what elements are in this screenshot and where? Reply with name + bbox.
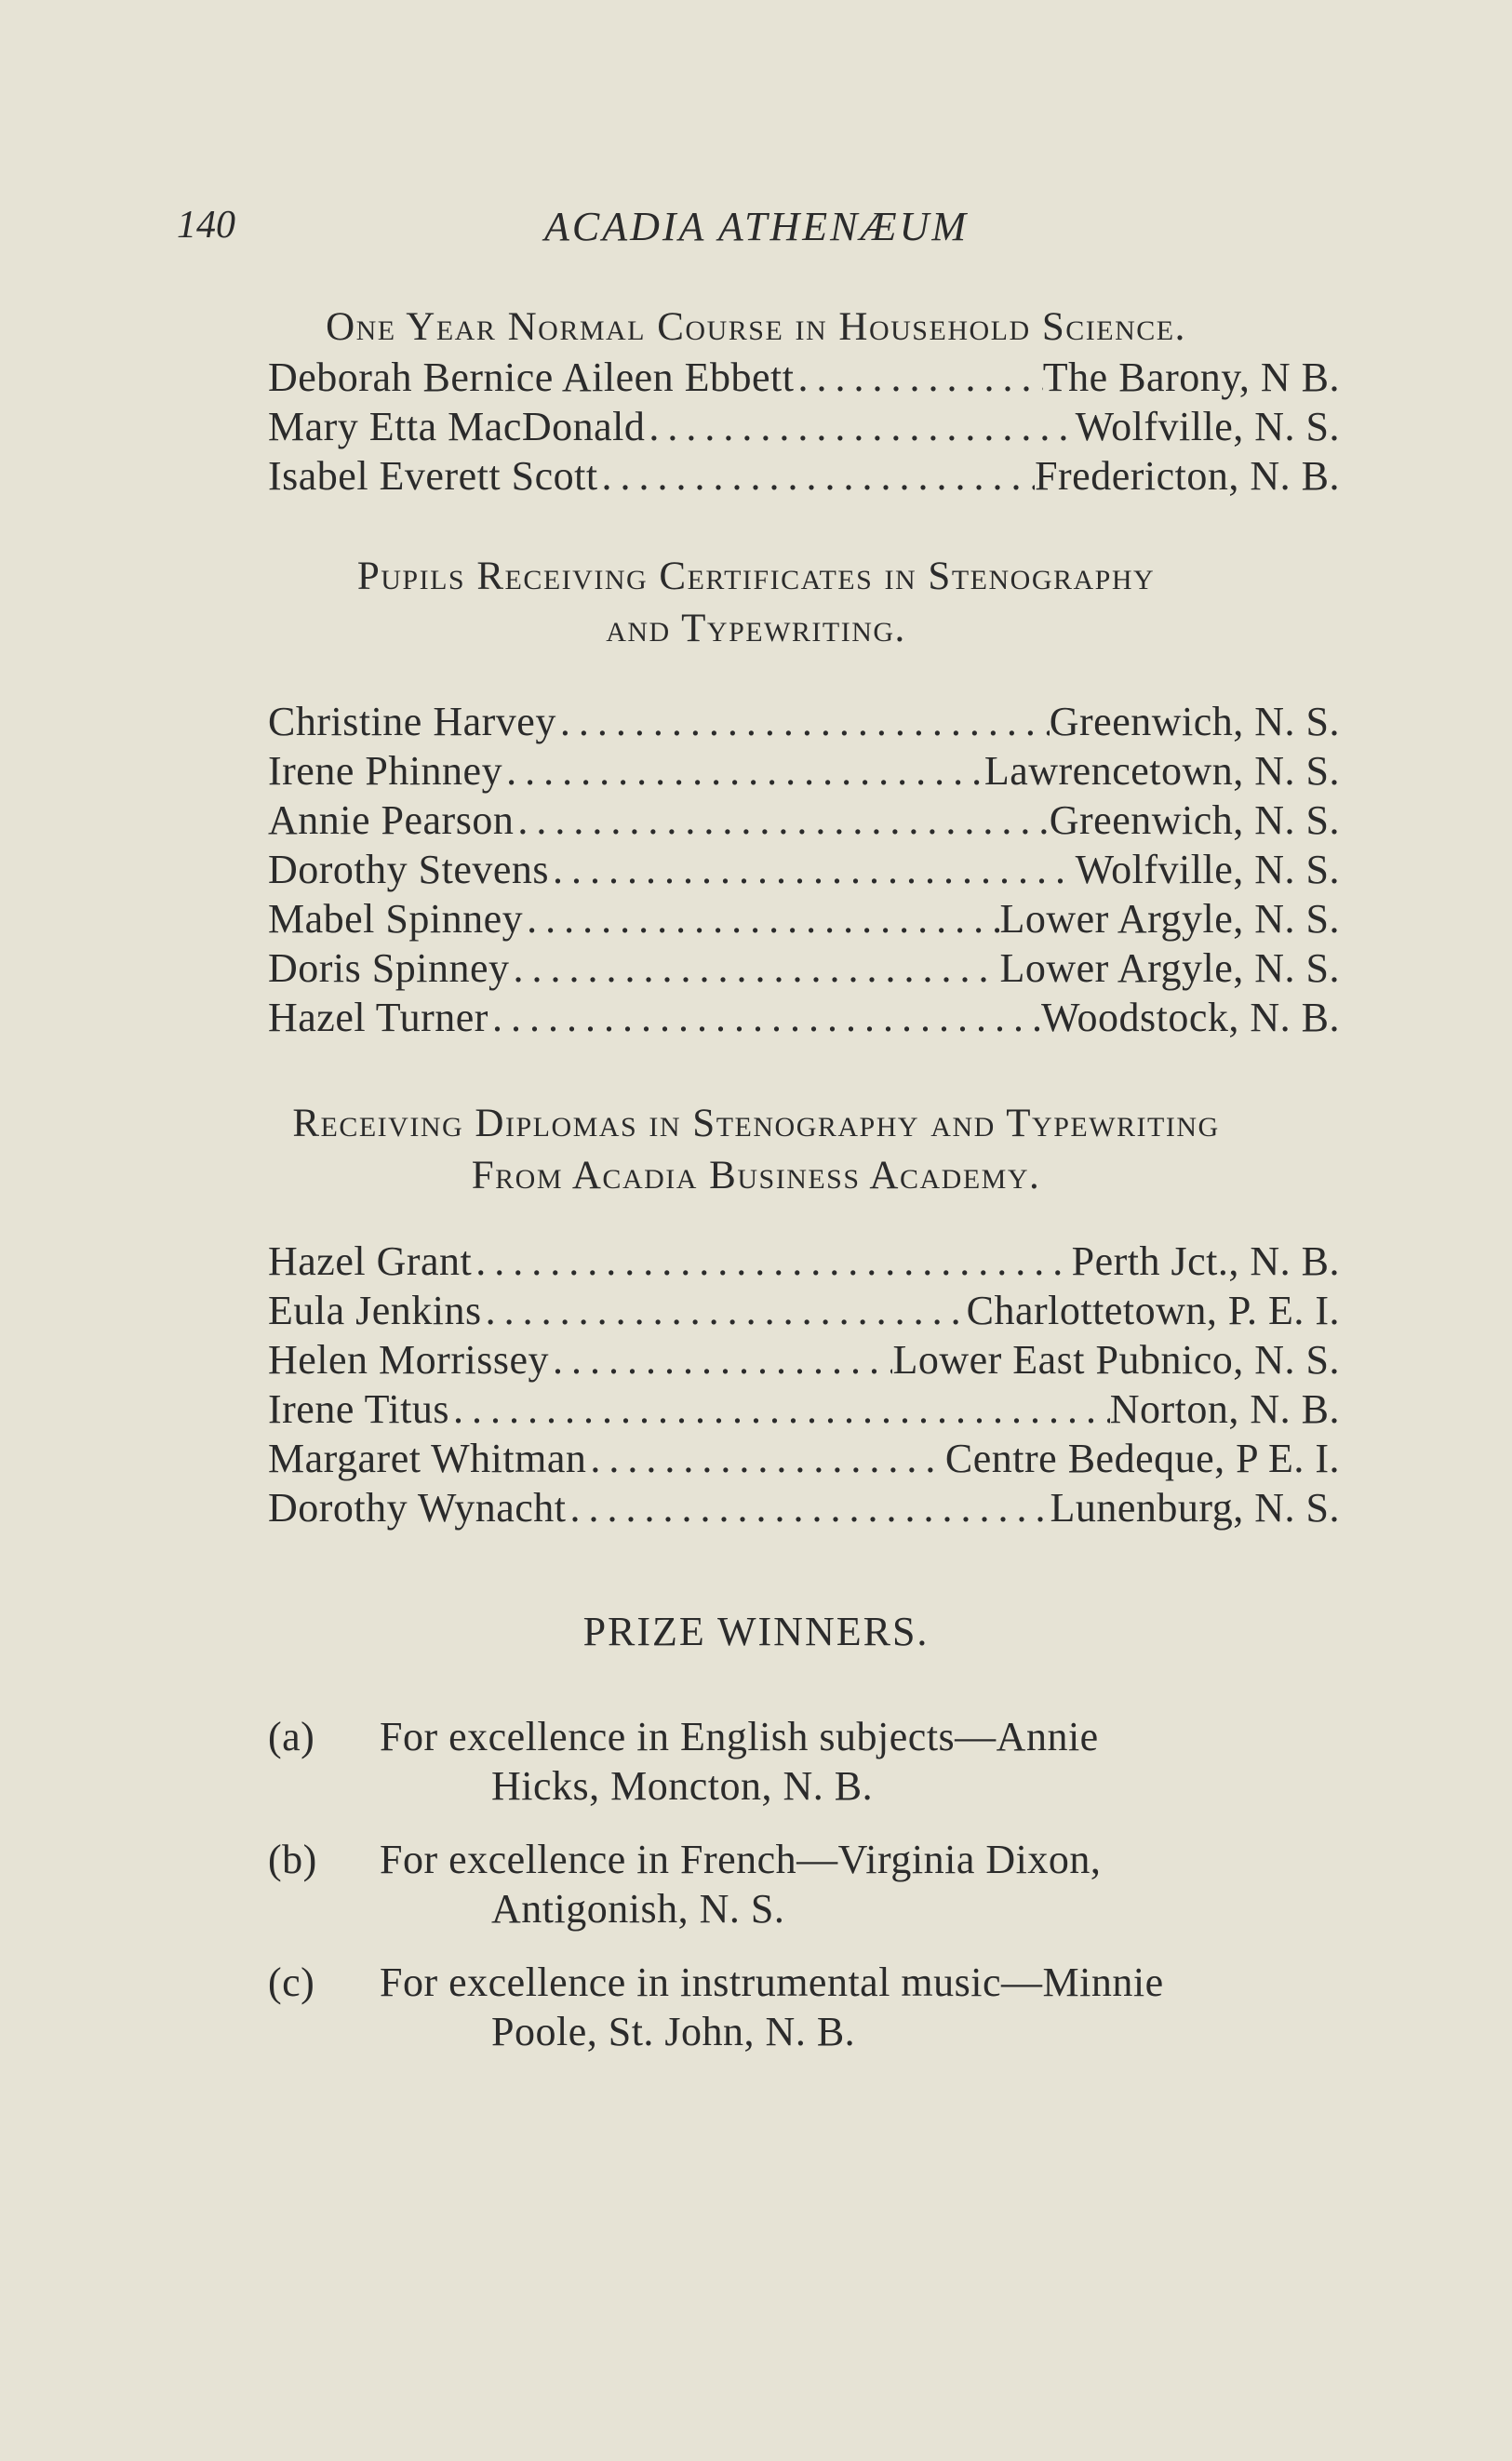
student-name: Dorothy Wynacht bbox=[268, 1485, 567, 1531]
list-item bbox=[268, 994, 1340, 1043]
student-name: Helen Morrissey bbox=[268, 1337, 549, 1383]
student-place: Fredericton, N. B. bbox=[1035, 453, 1340, 499]
prize-label: (a) bbox=[268, 1714, 315, 1759]
page-number: 140 bbox=[177, 204, 235, 247]
prize-line: For excellence in English subjects—Annie bbox=[380, 1714, 1099, 1759]
running-head bbox=[0, 197, 1512, 262]
student-name: Margaret Whitman bbox=[268, 1436, 587, 1481]
student-name: Eula Jenkins bbox=[268, 1288, 482, 1333]
student-name: Christine Harvey bbox=[268, 699, 556, 744]
list-item bbox=[268, 747, 1340, 796]
dot-leader bbox=[598, 452, 1036, 500]
prize-label: (b) bbox=[268, 1837, 317, 1882]
prize-item bbox=[268, 1835, 1340, 1933]
list-item bbox=[268, 354, 1340, 403]
dot-leader bbox=[482, 1287, 967, 1334]
student-name: Annie Pearson bbox=[268, 797, 515, 843]
dot-leader bbox=[449, 1385, 1110, 1433]
section-heading-household-science bbox=[0, 301, 1512, 354]
dot-leader bbox=[567, 1484, 1050, 1531]
dot-leader bbox=[549, 846, 1076, 893]
dot-leader bbox=[586, 1435, 945, 1482]
student-place: Centre Bedeque, P E. I. bbox=[944, 1436, 1340, 1481]
student-name: Deborah Bernice Aileen Ebbett bbox=[268, 354, 795, 400]
prize-line: For excellence in French—Virginia Dixon, bbox=[380, 1837, 1102, 1882]
list-item bbox=[268, 452, 1340, 502]
list-item bbox=[268, 1287, 1340, 1336]
student-name: Isabel Everett Scott bbox=[268, 453, 598, 499]
stenography-certificates-list bbox=[268, 698, 1340, 1043]
list-item bbox=[268, 895, 1340, 944]
dot-leader bbox=[472, 1237, 1071, 1285]
dot-leader bbox=[556, 698, 1050, 745]
prize-text bbox=[380, 1958, 1340, 2056]
list-item bbox=[268, 1435, 1340, 1484]
section-heading-stenography-diplomas bbox=[0, 1098, 1512, 1202]
dot-leader bbox=[549, 1336, 892, 1384]
student-name: Irene Phinney bbox=[268, 748, 503, 794]
student-name: Irene Titus bbox=[268, 1386, 449, 1432]
student-place: Woodstock, N. B. bbox=[1040, 995, 1340, 1040]
prize-label: (c) bbox=[268, 1959, 315, 2005]
student-place: Greenwich, N. S. bbox=[1049, 699, 1340, 744]
heading-line: From Acadia Business Academy. bbox=[471, 1154, 1041, 1197]
heading-line: Pupils Receiving Certificates in Stenography bbox=[356, 555, 1156, 598]
student-place: Lunenburg, N. S. bbox=[1050, 1485, 1340, 1531]
prize-text bbox=[380, 1712, 1340, 1811]
student-name: Doris Spinney bbox=[268, 945, 510, 991]
list-item bbox=[268, 403, 1340, 452]
student-name: Dorothy Stevens bbox=[268, 847, 550, 892]
prize-text bbox=[380, 1835, 1340, 1933]
student-place: Wolfville, N. S. bbox=[1075, 847, 1340, 892]
list-item bbox=[268, 796, 1340, 846]
journal-title: ACADIA ATHENÆUM bbox=[544, 204, 970, 249]
student-place: Lawrencetown, N. S. bbox=[983, 748, 1340, 794]
prize-line: Poole, St. John, N. B. bbox=[491, 2009, 856, 2054]
student-name: Hazel Grant bbox=[268, 1238, 473, 1284]
household-science-list bbox=[268, 354, 1340, 502]
heading-line: One Year Normal Course in Household Science. bbox=[326, 305, 1186, 349]
heading-line: Receiving Diplomas in Stenography and Typewriting bbox=[292, 1102, 1220, 1145]
student-place: Greenwich, N. S. bbox=[1049, 797, 1340, 843]
student-place: Norton, N. B. bbox=[1109, 1386, 1340, 1432]
dot-leader bbox=[523, 895, 999, 943]
student-place: Charlottetown, P. E. I. bbox=[966, 1288, 1340, 1333]
student-place: Lower Argyle, N. S. bbox=[999, 945, 1340, 991]
list-item bbox=[268, 1237, 1340, 1287]
dot-leader bbox=[514, 796, 1049, 844]
student-name: Mabel Spinney bbox=[268, 896, 524, 942]
student-place: Lower East Pubnico, N. S. bbox=[892, 1337, 1340, 1383]
student-place: Lower Argyle, N. S. bbox=[999, 896, 1340, 942]
list-item bbox=[268, 698, 1340, 747]
prize-line: Antigonish, N. S. bbox=[491, 1886, 785, 1932]
dot-leader bbox=[488, 994, 1041, 1041]
list-item bbox=[268, 846, 1340, 895]
heading-line: and Typewriting. bbox=[606, 607, 906, 650]
prize-item bbox=[268, 1712, 1340, 1811]
student-name: Mary Etta MacDonald bbox=[268, 404, 646, 449]
student-place: Perth Jct., N. B. bbox=[1071, 1238, 1340, 1284]
prize-line: Hicks, Moncton, N. B. bbox=[491, 1763, 874, 1809]
prize-winners-title: PRIZE WINNERS. bbox=[582, 1609, 930, 1654]
section-heading-stenography-certificates bbox=[0, 551, 1512, 655]
student-name: Hazel Turner bbox=[268, 995, 488, 1040]
list-item bbox=[268, 1484, 1340, 1533]
student-place: The Barony, N B. bbox=[1042, 354, 1340, 400]
dot-leader bbox=[502, 747, 984, 795]
dot-leader bbox=[510, 944, 1000, 992]
list-item bbox=[268, 944, 1340, 994]
student-place: Wolfville, N. S. bbox=[1075, 404, 1340, 449]
prize-line: For excellence in instrumental music—Minnie bbox=[380, 1959, 1164, 2005]
stenography-diplomas-list bbox=[268, 1237, 1340, 1533]
prize-item bbox=[268, 1958, 1340, 2056]
list-item bbox=[268, 1385, 1340, 1435]
list-item bbox=[268, 1336, 1340, 1385]
dot-leader bbox=[795, 354, 1043, 401]
dot-leader bbox=[645, 403, 1075, 450]
